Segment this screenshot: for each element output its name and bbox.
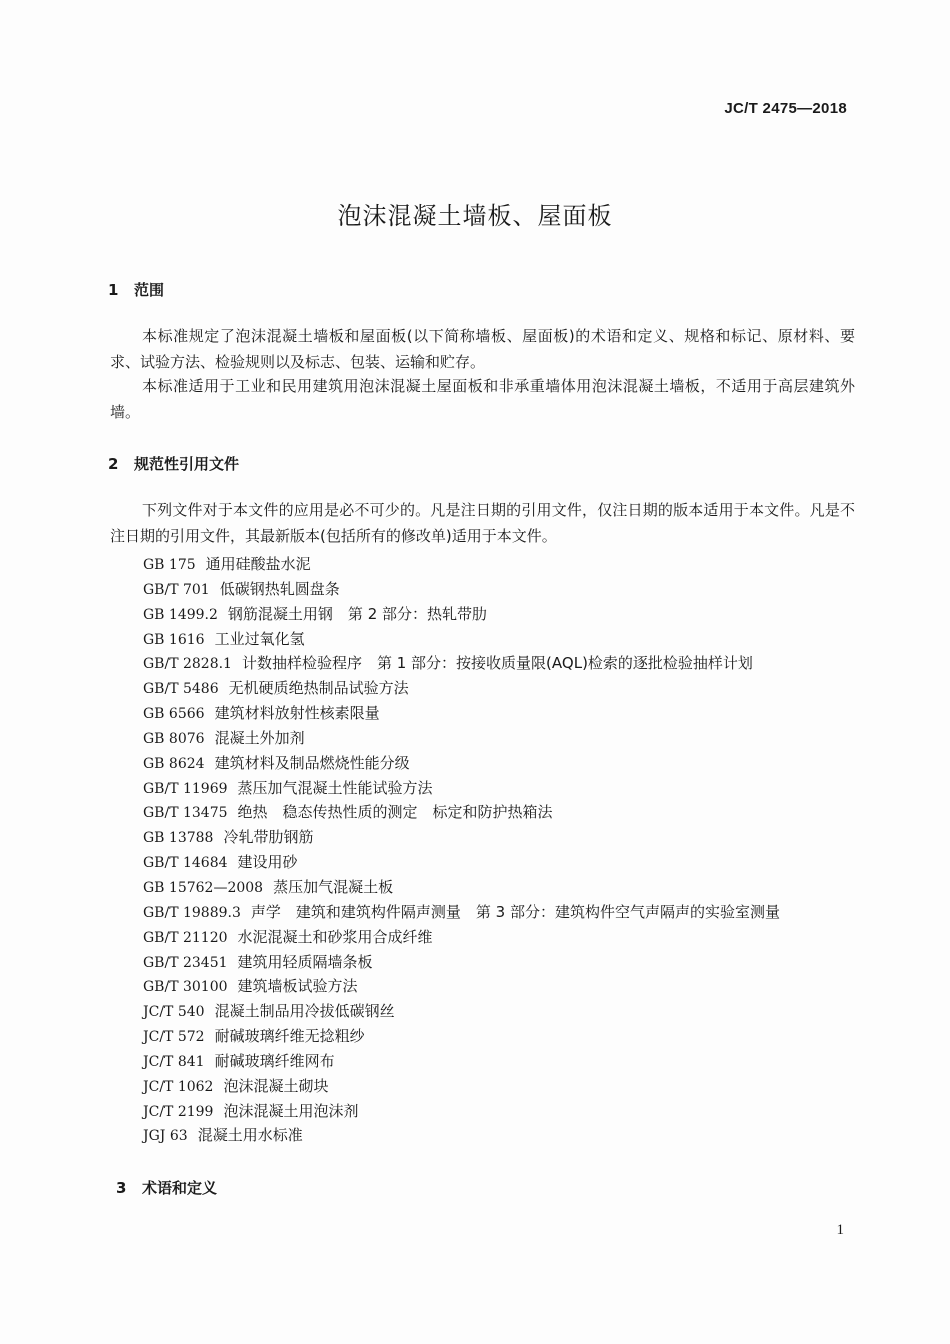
reference-code: JC/T 841: [143, 1053, 205, 1070]
reference-name: 计数抽样检验程序 第 1 部分：按接收质量限(AQL)检索的逐批检验抽样计划: [241, 654, 753, 673]
reference-name: 建设用砂: [237, 853, 298, 872]
reference-name: 工业过氧化氢: [214, 629, 305, 648]
section-1-heading: [108, 279, 164, 300]
reference-item: [143, 1099, 780, 1124]
scope-paragraph-1: 本标准规定了泡沫混凝土墙板和屋面板(以下简称墙板、屋面板)的术语和定义、规格和标记、原材料、要求、试验方法、检验规则以及标志、包装、运输和贮存。: [110, 327, 855, 371]
reference-name: 建筑材料及制品燃烧性能分级: [214, 753, 410, 772]
reference-item: [143, 900, 780, 925]
reference-item: [143, 676, 780, 701]
reference-item: [143, 1049, 780, 1074]
references-intro-paragraph: 下列文件对于本文件的应用是必不可少的。凡是注日期的引用文件，仅注日期的版本适用于本文件。凡是不注日期的引用文件，其最新版本(包括所有的修改单)适用于本文件。: [110, 501, 855, 545]
reference-code: JGJ 63: [143, 1128, 188, 1145]
reference-name: 混凝土用水标准: [197, 1126, 303, 1145]
reference-name: 钢筋混凝土用钢 第 2 部分：热轧带肋: [227, 604, 488, 623]
section-3-heading: [116, 1177, 217, 1198]
reference-item: [143, 627, 780, 652]
reference-code: GB/T 30100: [143, 979, 228, 996]
reference-code: GB 1499.2: [143, 606, 218, 623]
reference-name: 水泥混凝土和砂浆用合成纤维: [237, 927, 433, 946]
section-number: 2: [108, 455, 119, 473]
document-title: 泡沫混凝土墙板、屋面板: [337, 202, 613, 230]
reference-item: [143, 751, 780, 776]
reference-code: GB/T 23451: [143, 954, 228, 971]
reference-code: JC/T 572: [143, 1029, 205, 1046]
reference-item: [143, 800, 780, 825]
reference-item: [143, 776, 780, 801]
reference-code: GB/T 11969: [143, 780, 228, 797]
reference-code: GB/T 21120: [143, 929, 228, 946]
reference-item: [143, 726, 780, 751]
section-title: 范围: [134, 281, 165, 299]
reference-name: 低碳钢热轧圆盘条: [219, 579, 340, 598]
reference-item: [143, 950, 780, 975]
reference-item: [143, 875, 780, 900]
reference-item: [143, 850, 780, 875]
reference-item: [143, 651, 780, 676]
reference-code: JC/T 2199: [143, 1103, 214, 1120]
section-title: 规范性引用文件: [134, 455, 240, 473]
reference-name: 混凝土外加剂: [214, 728, 305, 747]
reference-code: GB 15762—2008: [143, 879, 264, 896]
reference-item: [143, 1074, 780, 1099]
reference-name: 泡沫混凝土砌块: [223, 1076, 329, 1095]
section-number: 3: [116, 1179, 127, 1197]
normative-references-list: [143, 552, 780, 1148]
reference-name: 通用硅酸盐水泥: [205, 555, 311, 573]
section-2-heading: [108, 453, 239, 474]
reference-code: GB/T 5486: [143, 681, 219, 698]
reference-code: GB 175: [143, 557, 196, 573]
section-title: 术语和定义: [142, 1179, 218, 1197]
reference-item: [143, 552, 780, 577]
reference-name: 冷轧带肋钢筋: [223, 828, 314, 847]
reference-item: [143, 1024, 780, 1049]
reference-code: GB/T 13475: [143, 805, 228, 822]
reference-item: [143, 925, 780, 950]
standard-code: JC/T 2475—2018: [724, 100, 847, 117]
reference-item: [143, 1123, 780, 1148]
reference-code: JC/T 1062: [143, 1078, 214, 1095]
reference-code: GB 8624: [143, 755, 205, 772]
reference-name: 泡沫混凝土用泡沫剂: [223, 1101, 359, 1120]
reference-name: 建筑墙板试验方法: [237, 977, 358, 996]
reference-name: 蒸压加气混凝土性能试验方法: [237, 778, 433, 797]
reference-item: [143, 577, 780, 602]
reference-item: [143, 999, 780, 1024]
reference-name: 无机硬质绝热制品试验方法: [228, 679, 409, 698]
reference-code: GB/T 14684: [143, 855, 228, 872]
reference-name: 建筑用轻质隔墙条板: [237, 952, 373, 971]
scope-paragraph-2: 本标准适用于工业和民用建筑用泡沫混凝土屋面板和非承重墙体用泡沫混凝土墙板，不适用于高层建筑外墙。: [110, 377, 855, 421]
reference-code: GB 1616: [143, 631, 205, 648]
reference-name: 建筑材料放射性核素限量: [214, 704, 380, 723]
reference-code: GB 8076: [143, 730, 205, 747]
page-number: 1: [836, 1222, 844, 1238]
reference-item: [143, 602, 780, 627]
reference-code: GB/T 19889.3: [143, 904, 241, 921]
reference-name: 蒸压加气混凝土板: [273, 877, 394, 896]
reference-item: [143, 974, 780, 999]
reference-code: GB/T 701: [143, 581, 210, 598]
reference-name: 绝热 稳态传热性质的测定 标定和防护热箱法: [237, 803, 553, 822]
section-number: 1: [108, 281, 119, 299]
reference-item: [143, 701, 780, 726]
reference-name: 混凝土制品用冷拔低碳钢丝: [214, 1002, 395, 1021]
reference-name: 耐碱玻璃纤维网布: [214, 1051, 335, 1070]
reference-code: GB/T 2828.1: [143, 656, 232, 673]
reference-code: GB 6566: [143, 706, 205, 723]
reference-code: JC/T 540: [143, 1004, 205, 1021]
reference-name: 耐碱玻璃纤维无捻粗纱: [214, 1027, 365, 1046]
reference-item: [143, 825, 780, 850]
reference-name: 声学 建筑和建筑构件隔声测量 第 3 部分：建筑构件空气声隔声的实验室测量: [250, 902, 780, 921]
reference-code: GB 13788: [143, 830, 214, 847]
